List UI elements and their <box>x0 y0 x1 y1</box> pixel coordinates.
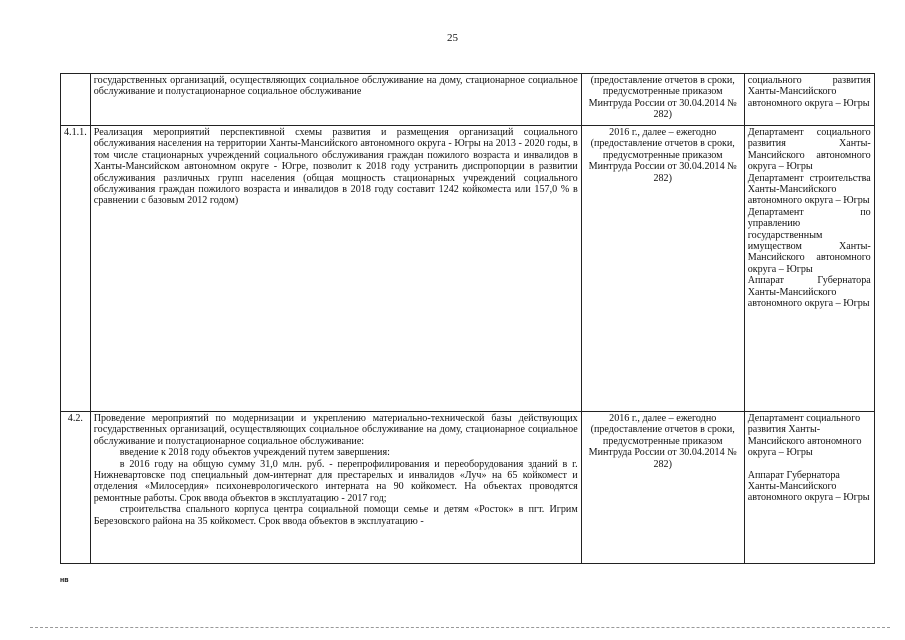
measure-paragraph: в 2016 году на общую сумму 31,0 млн. руб. - перепрофилирования и переоборудования зданий в г. Нижневартовске под специальный дом-интернат для престарелых и инвалидов «Луч» на 65 койкомест и отделения «Милосердия» психоневрологического интерната на 90 койкомест. На объектах проводятся ремонтные работы. Срок ввода объектов в эксплуатацию - 2017 год; <box>93 458 578 504</box>
executor: социального развития Ханты-Мансийского автономного округа – Югры <box>747 75 871 109</box>
item-number: 4.2. <box>61 412 91 564</box>
deadline-text: (предоставление отчетов в сроки, предусмотренные приказом Минтруда России от 30.04.2014 № 282) <box>581 74 744 126</box>
measure-text: Проведение мероприятий по модернизации и укреплению материально-технической базы действующих государственных организаций, осуществляющих социальное обслуживание на дому, стационарное социальное обслуживание и полустационарное социальное обслуживание: <box>93 413 578 447</box>
table-row <box>61 126 875 412</box>
spacer <box>748 459 871 470</box>
executors-cell <box>744 126 874 412</box>
deadline-text: 2016 г., далее – ежегодно (предоставление отчетов в сроки, предусмотренные приказом Минтруда России от 30.04.2014 № 282) <box>581 412 744 564</box>
table-row <box>61 74 875 126</box>
scan-artifact-line <box>30 627 890 628</box>
deadline-text: 2016 г., далее – ежегодно (предоставление отчетов в сроки, предусмотренные приказом Минтруда России от 30.04.2014 № 282) <box>581 126 744 412</box>
measure-text: государственных организаций, осуществляющих социальное обслуживание на дому, стационарное социальное обслуживание и полустационарное социальное обслуживание <box>90 74 581 126</box>
executor: Аппарат Губернатора Ханты-Мансийского автономного округа – Югры <box>747 469 870 504</box>
item-number: 4.1.1. <box>61 126 91 412</box>
executors-cell <box>744 412 874 564</box>
table-row <box>61 412 875 564</box>
document-code-mark: нв <box>60 577 69 584</box>
measure-cell <box>90 412 581 564</box>
measure-text: Реализация мероприятий перспективной схемы развития и размещения организаций социального обслуживания населения на территории Ханты-Мансийского автономного округа - Югры на 2013 - 2020 годы, в том числе стационарных учреждений социального обслуживания граждан пожилого возраста и инвалидов в Ханты-Мансийском автономном округе - Югре, позволит к 2018 году устранить диспропорции в развитии обслуживания различных групп населения (общая мощность стационарных учреждений социального обслуживания граждан пожилого возраста и инвалидов в 2018 году составит 1242 койкоместа или 157,0 % в сравнении с базовым 2012 годом) <box>90 126 581 412</box>
measure-paragraph: строительства спального корпуса центра социальной помощи семье и детям «Росток» в пгт. Игрим Березовского района на 35 койкомест. Срок ввода объектов в эксплуатацию - <box>93 504 578 527</box>
executor: Департамент строительства Ханты-Мансийского автономного округа – Югры <box>747 172 871 207</box>
measure-paragraph: введение к 2018 году объектов учреждений путем завершения: <box>119 447 390 459</box>
item-number <box>61 74 91 126</box>
executor: Департамент социального развития Ханты-Мансийского автономного округа – Югры <box>747 413 862 459</box>
executor: Департамент по управлению государственным имуществом Ханты-Мансийского автономного округа – Югры <box>747 206 871 275</box>
page-number: 25 <box>447 32 458 44</box>
executors-cell <box>744 74 874 126</box>
measures-table <box>60 73 875 564</box>
executor: Аппарат Губернатора Ханты-Мансийского автономного округа – Югры <box>747 275 871 310</box>
executor: Департамент социального развития Ханты-Мансийского автономного округа – Югры <box>747 127 871 173</box>
